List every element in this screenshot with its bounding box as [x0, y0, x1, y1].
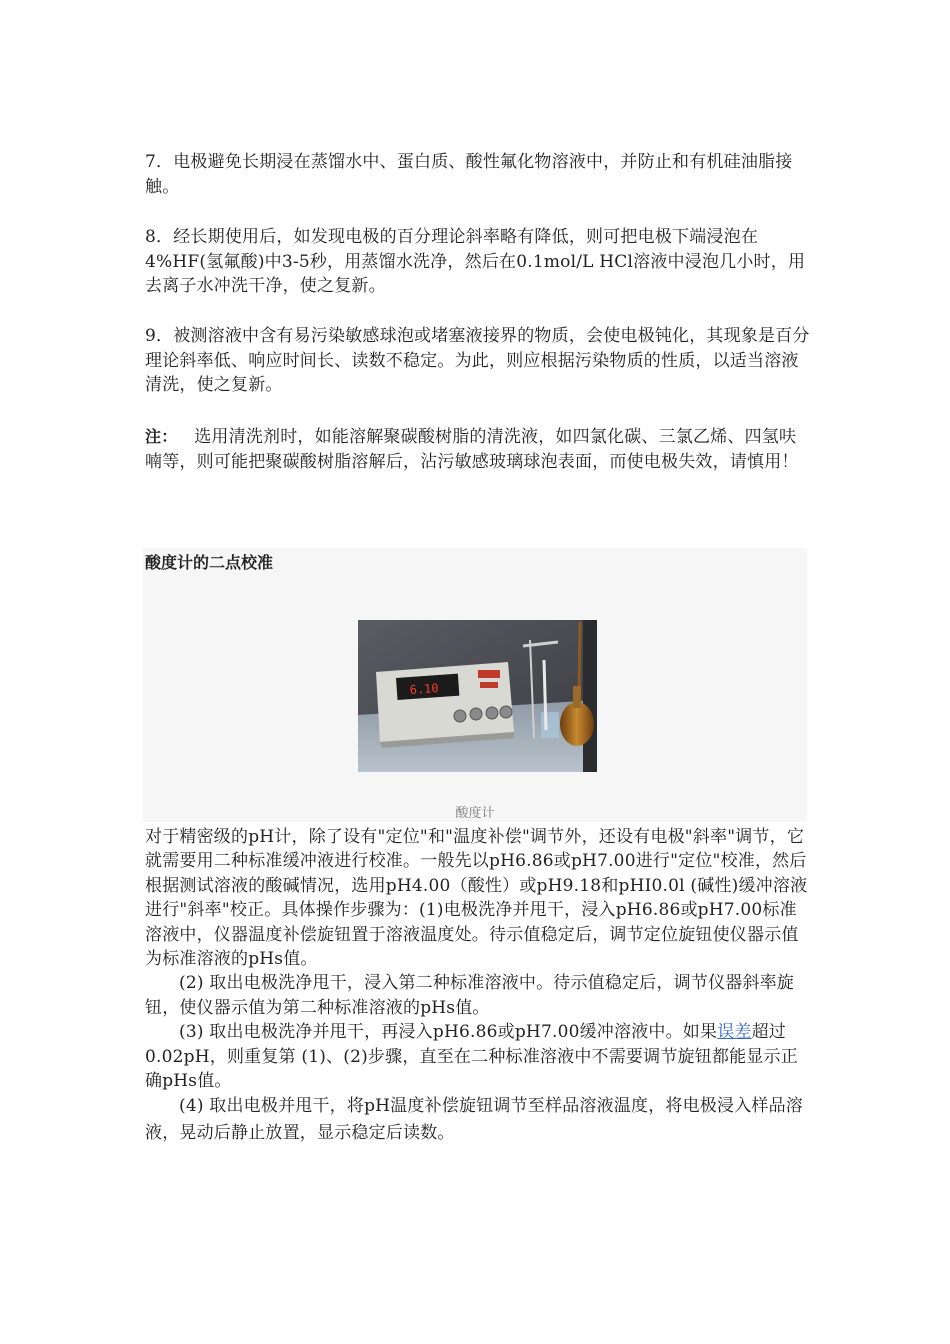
calibration-text: [145, 825, 810, 1147]
error-link[interactable]: 误差: [717, 1022, 752, 1043]
calibration-step-2: (2) 取出电极洗净甩干，浸入第二种标准溶液中。待示值稳定后，调节仪器斜率旋钮，使仪器示值为第二种标准溶液的pHs值。: [145, 973, 795, 1018]
paragraph-9: 9．被测溶液中含有易污染敏感球泡或堵塞液接界的物质，会使电极钝化，其现象是百分理论斜率低、响应时间长、读数不稳定。为此，则应根据污染物质的性质，以适当溶液清洗，使之复新。: [145, 326, 810, 395]
note-text: 选用清洗剂时，如能溶解聚碳酸树脂的清洗液，如四氯化碳、三氯乙烯、四氢呋喃等，则可能把聚碳酸树脂溶解后，沾污敏感玻璃球泡表面，而使电极失效，请慎用！: [145, 427, 799, 472]
photo-caption: 酸度计: [455, 806, 495, 821]
calibration-step-3: [145, 1020, 810, 1093]
ph-meter-photo: [358, 620, 597, 772]
paragraph-8: 8．经长期使用后，如发现电极的百分理论斜率略有降低，则可把电极下端浸泡在4%HF(氢氟酸)中3-5秒，用蒸馏水洗净，然后在0.1mol/L HCl溶液中浸泡几小时，用去离子水冲洗干净，使之复新。: [145, 227, 806, 296]
note-paragraph: [145, 425, 810, 474]
calibration-intro: 对于精密级的pH计，除了设有"定位"和"温度补偿"调节外，还设有电极"斜率"调节，它就需要用二种标准缓冲液进行校准。一般先以pH6.86或pH7.00进行"定位"校准，然后根据测试溶液的酸碱情况，选用pH4.00（酸性）或pH9.18和pHI0.0l (碱性)缓冲溶液进行"斜率"校正。具体操作步骤为：(1)电极洗净并甩干，浸入pH6.86或pH7.00标准溶液中，仪器温度补偿旋钮置于溶液温度处。待示值稳定后，调节定位旋钮使仪器示值为标准溶液的pHs值。: [145, 827, 808, 970]
paragraph-7: 7．电极避免长期浸在蒸馏水中、蛋白质、酸性氟化物溶液中，并防止和有机硅油脂接触。: [145, 152, 793, 197]
ph-meter-illustration: [358, 620, 597, 772]
calibration-step-4: (4) 取出电极并甩干，将pH温度补偿旋钮调节至样品溶液温度，将电极浸入样品溶液，晃动后静止放置，显示稳定后读数。: [145, 1096, 803, 1144]
section-title: 酸度计的二点校准: [145, 553, 274, 572]
image-panel: [143, 548, 807, 822]
meter-display-reading: 6.10: [409, 681, 440, 697]
step3-text-before: (3) 取出电极洗净并甩干，再浸入pH6.86或pH7.00缓冲溶液中。如果: [179, 1022, 718, 1043]
step3-text-after: 超过0.02pH，则重复第 (1)、(2)步骤，直至在二种标准溶液中不需要调节旋钮都能显示正确pHs值。: [145, 1022, 798, 1092]
note-label: 注：: [145, 427, 178, 446]
